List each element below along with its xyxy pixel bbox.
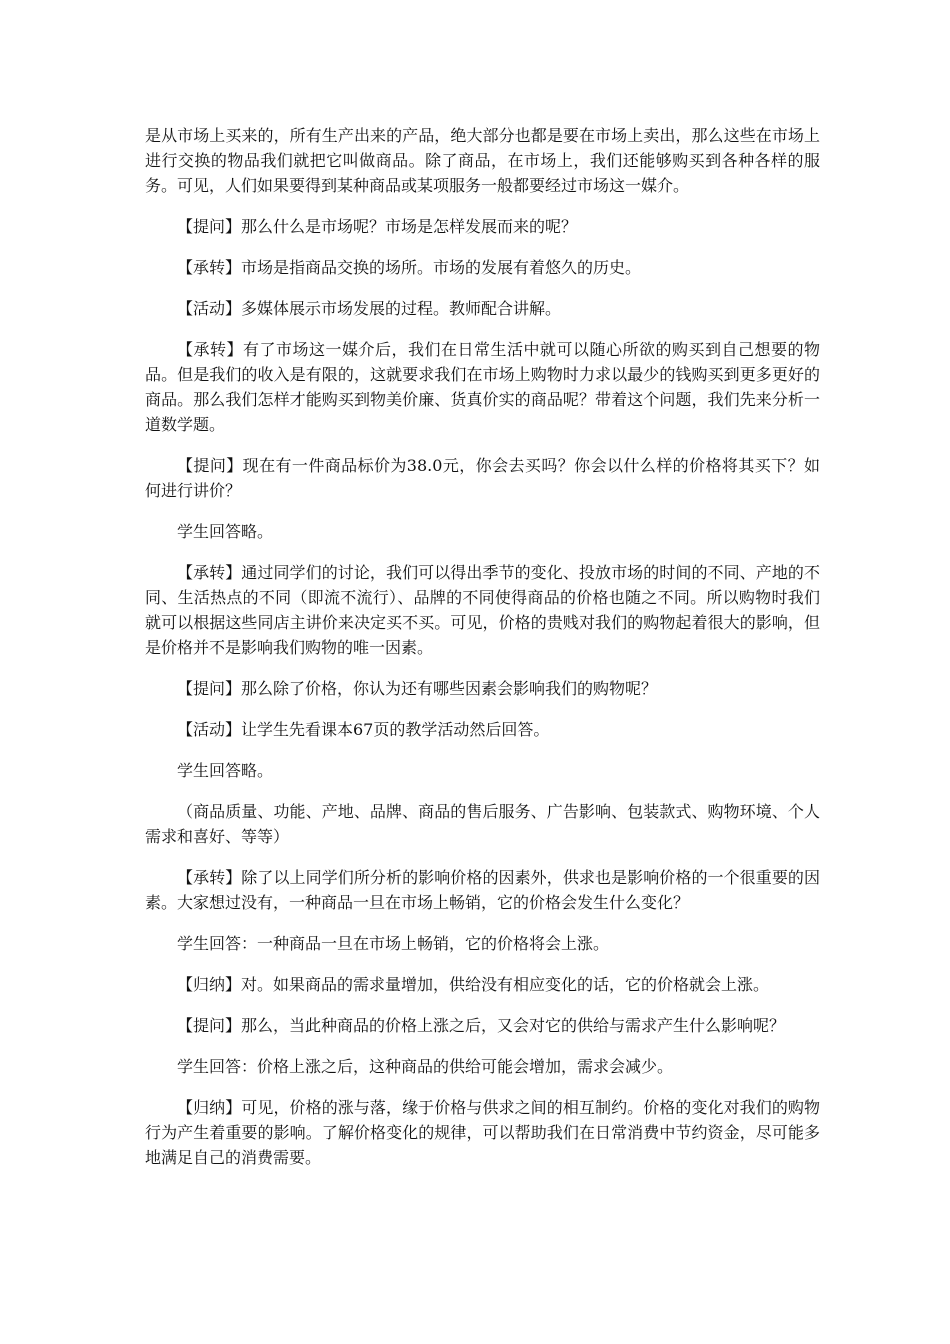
paragraph-transition-market: 【承转】市场是指商品交换的场所。市场的发展有着悠久的历史。	[177, 258, 642, 277]
paragraph-student-answer-4: 学生回答：价格上涨之后，这种商品的供给可能会增加，需求会减少。	[177, 1057, 674, 1076]
paragraph-transition-supply: 【承转】除了以上同学们所分析的影响价格的因素外，供求也是影响价格的一个很重要的因素。大家想过没有，一种商品一旦在市场上畅销，它的价格会发生什么变化？	[145, 868, 820, 912]
paragraph-student-answer-3: 学生回答：一种商品一旦在市场上畅销，它的价格将会上涨。	[177, 934, 610, 953]
paragraph-question-price: 【提问】现在有一件商品标价为38.0元，你会去买吗？你会以什么样的价格将其买下？如何进行讲价？	[145, 456, 820, 500]
paragraph-student-answer-2: 学生回答略。	[177, 761, 274, 780]
paragraph-student-answer-1: 学生回答略。	[177, 522, 274, 541]
paragraph-intro: 是从市场上买来的，所有生产出来的产品，绝大部分也都是要在市场上卖出，那么这些在市场上进行交换的物品我们就把它叫做商品。除了商品，在市场上，我们还能够购买到各种各样的服务。可见，人们如果要得到某种商品或某项服务一般都要经过市场这一媒介。	[145, 126, 820, 195]
paragraph-summary-conclusion: 【归纳】可见，价格的涨与落，缘于价格与供求之间的相互制约。价格的变化对我们的购物行为产生着重要的影响。了解价格变化的规律，可以帮助我们在日常消费中节约资金，尽可能多地满足自己的消费需要。	[145, 1098, 820, 1167]
paragraph-transition-discussion: 【承转】通过同学们的讨论，我们可以得出季节的变化、投放市场的时间的不同、产地的不同、生活热点的不同（即流不流行）、品牌的不同使得商品的价格也随之不同。所以购物时我们就可以根据这些同店主讲价来决定买不买。可见，价格的贵贱对我们的购物起着很大的影响，但是价格并不是影响我们购物的唯一因素。	[145, 563, 820, 657]
paragraph-activity-multimedia: 【活动】多媒体展示市场发展的过程。教师配合讲解。	[177, 299, 562, 318]
paragraph-summary-demand: 【归纳】对。如果商品的需求量增加，供给没有相应变化的话，它的价格就会上涨。	[177, 975, 770, 994]
document-body	[145, 123, 820, 1186]
paragraph-question-factors: 【提问】那么除了价格，你认为还有哪些因素会影响我们的购物呢？	[177, 679, 658, 698]
paragraph-activity-textbook: 【活动】让学生先看课本67页的教学活动然后回答。	[177, 720, 550, 739]
paragraph-question-market: 【提问】那么什么是市场呢？市场是怎样发展而来的呢？	[177, 217, 578, 236]
paragraph-transition-purchase: 【承转】有了市场这一媒介后，我们在日常生活中就可以随心所欲的购买到自己想要的物品。但是我们的收入是有限的，这就要求我们在市场上购物时力求以最少的钱购买到更多更好的商品。那么我们怎样才能购买到物美价廉、货真价实的商品呢？带着这个问题，我们先来分析一道数学题。	[145, 340, 820, 434]
paragraph-factors-list: （商品质量、功能、产地、品牌、商品的售后服务、广告影响、包装款式、购物环境、个人需求和喜好、等等）	[145, 802, 820, 846]
paragraph-question-effect: 【提问】那么，当此种商品的价格上涨之后，又会对它的供给与需求产生什么影响呢？	[177, 1016, 786, 1035]
